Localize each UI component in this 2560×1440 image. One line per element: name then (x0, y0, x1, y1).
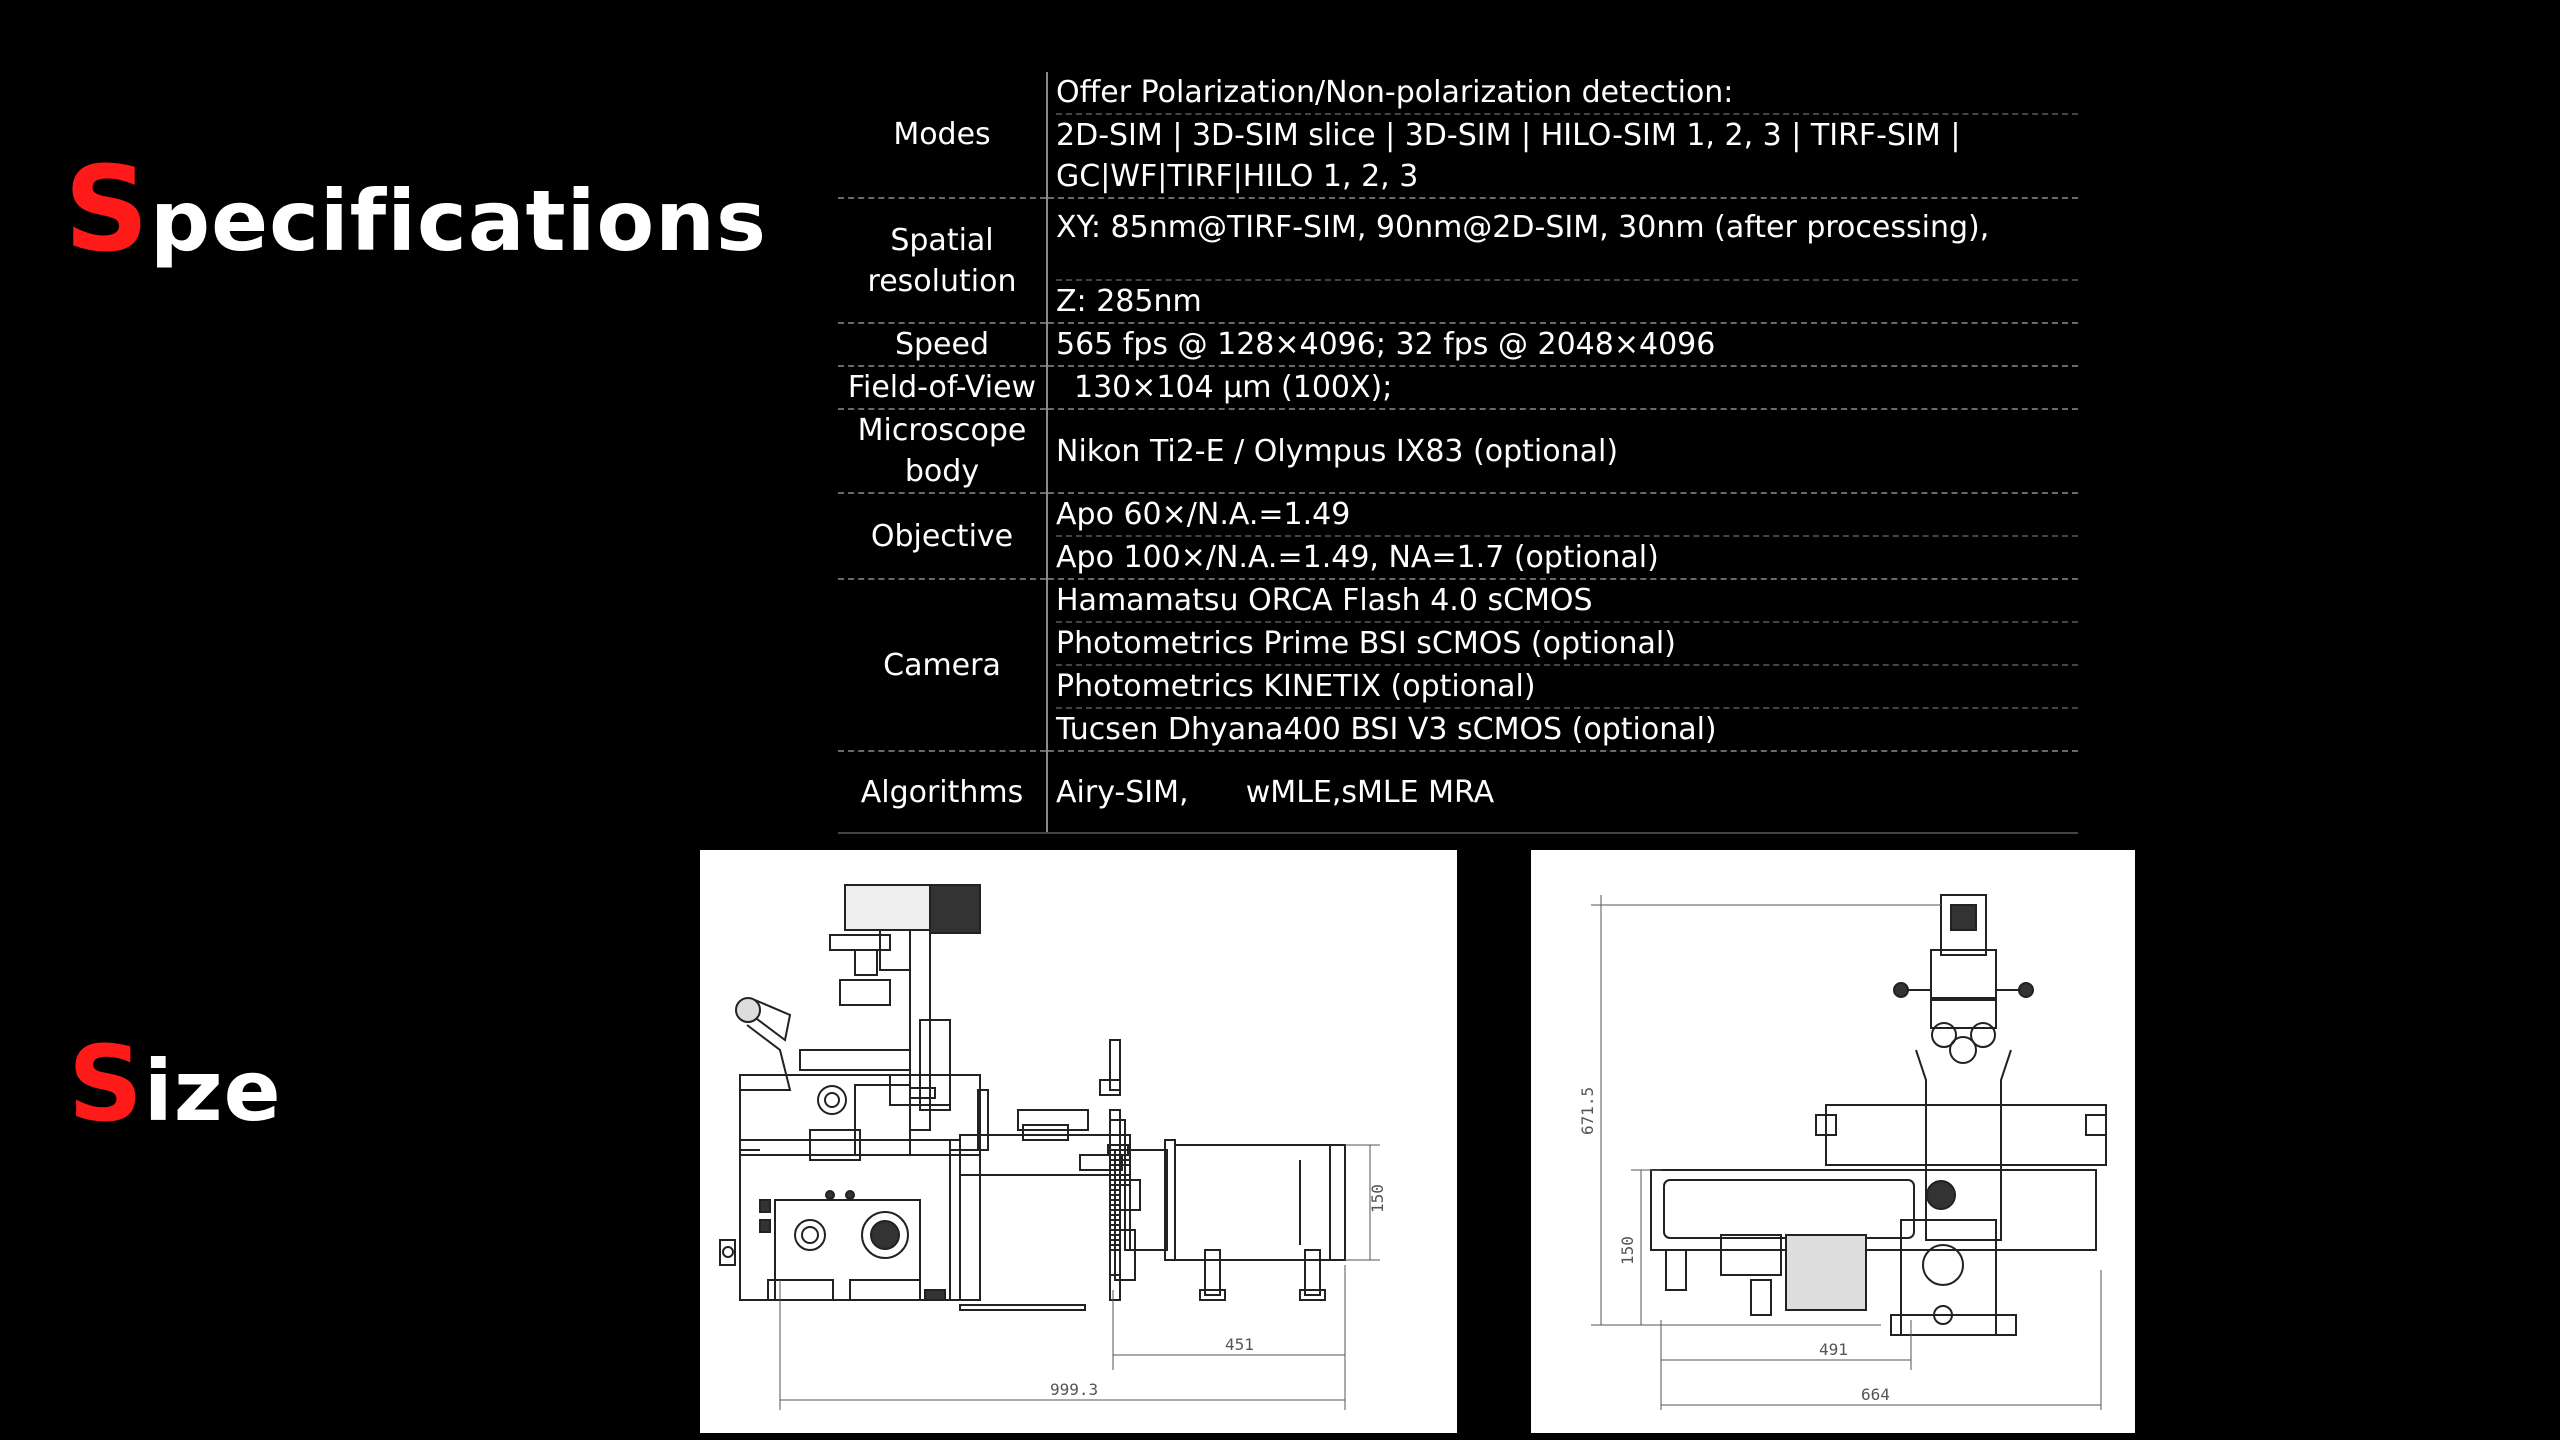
spec-row-field-of-view (838, 366, 2078, 409)
modes-line-2: 2D-SIM | 3D-SIM slice | 3D-SIM | HILO-SIM 1, 2, 3 | TIRF-SIM | (1056, 118, 1961, 153)
spec-row-spatial-resolution (838, 198, 2078, 323)
specifications-initial: S (64, 140, 150, 278)
objective-line-2: Apo 100×/N.A.=1.49, NA=1.7 (optional) (1056, 540, 1659, 575)
front-view-svg (700, 850, 1457, 1433)
specifications-rest: pecifications (150, 172, 767, 270)
front-dimension-lines (780, 1145, 1380, 1410)
spec-value-objective (1047, 493, 2078, 579)
algorithms-value: Airy-SIM, wMLE,sMLE MRA (1056, 774, 1495, 810)
side-dimension-lines (1591, 895, 2101, 1410)
front-dim-total: 999.3 (1050, 1380, 1099, 1399)
modes-line-1: Offer Polarization/Non-polarization detection: (1056, 72, 2078, 115)
camera-line-3: Photometrics KINETIX (optional) (1056, 666, 2078, 709)
body-label-line1: Microscope (857, 413, 1027, 448)
body-label-line2: body (904, 454, 980, 489)
spec-value-field-of-view (1047, 366, 2078, 409)
spatial-xy: XY: 85nm@TIRF-SIM, 90nm@2D-SIM, 30nm (after processing), (1056, 199, 2078, 281)
specifications-table (838, 72, 2078, 834)
camera-line-1: Hamamatsu ORCA Flash 4.0 sCMOS (1056, 580, 2078, 623)
front-microscope-outline (720, 885, 1140, 1310)
size-initial: S (68, 1023, 144, 1145)
front-camera-extension (1125, 1140, 1345, 1300)
spec-label-microscope-body (838, 409, 1047, 493)
speed-value: 565 fps @ 128×4096; 32 fps @ 2048×4096 (1056, 327, 1716, 362)
modes-line-3: GC|WF|TIRF|HILO 1, 2, 3 (1056, 159, 1419, 194)
camera-line-4: Tucsen Dhyana400 BSI V3 sCMOS (optional) (1056, 712, 1717, 747)
spec-label-spatial-resolution (838, 198, 1047, 323)
spec-row-camera (838, 579, 2078, 751)
spec-value-speed (1047, 323, 2078, 366)
side-dim-stage: 491 (1819, 1340, 1848, 1359)
spatial-label-line1: Spatial (890, 222, 994, 258)
side-dim-total-height: 671.5 (1578, 1086, 1597, 1135)
side-view-svg (1531, 850, 2135, 1433)
side-microscope-outline (1651, 895, 2106, 1335)
spec-label-field-of-view: Field-of-View (838, 366, 1047, 409)
front-dim-height: 150 (1368, 1184, 1387, 1213)
spec-label-algorithms: Algorithms (838, 751, 1047, 833)
front-dim-stage: 451 (1225, 1335, 1254, 1354)
spec-row-modes (838, 72, 2078, 198)
size-heading (68, 1023, 282, 1145)
spec-row-microscope-body (838, 409, 2078, 493)
spec-value-spatial-resolution (1047, 198, 2078, 323)
side-dim-total: 664 (1861, 1385, 1890, 1404)
camera-line-2: Photometrics Prime BSI sCMOS (optional) (1056, 623, 2078, 666)
objective-line-1: Apo 60×/N.A.=1.49 (1056, 494, 2078, 537)
spec-value-algorithms (1047, 751, 2078, 833)
size-rest: ize (143, 1042, 282, 1140)
spec-label-speed: Speed (838, 323, 1047, 366)
spec-row-objective (838, 493, 2078, 579)
spatial-z: Z: 285nm (1056, 284, 1202, 319)
side-dim-stage-height: 150 (1618, 1236, 1637, 1265)
specifications-heading (64, 140, 767, 278)
front-view-drawing (700, 850, 1457, 1433)
spec-row-algorithms (838, 751, 2078, 833)
spec-label-camera: Camera (838, 579, 1047, 751)
body-value: Nikon Ti2-E / Olympus IX83 (optional) (1056, 433, 1619, 469)
spec-label-modes: Modes (838, 72, 1047, 198)
spec-value-camera (1047, 579, 2078, 751)
spec-value-microscope-body (1047, 409, 2078, 493)
spec-row-speed (838, 323, 2078, 366)
spatial-label-line2: resolution (867, 263, 1017, 299)
spec-label-objective: Objective (838, 493, 1047, 579)
spec-value-modes (1047, 72, 2078, 198)
fov-value: 130×104 μm (100X); (1074, 370, 1393, 405)
side-view-drawing (1531, 850, 2135, 1433)
